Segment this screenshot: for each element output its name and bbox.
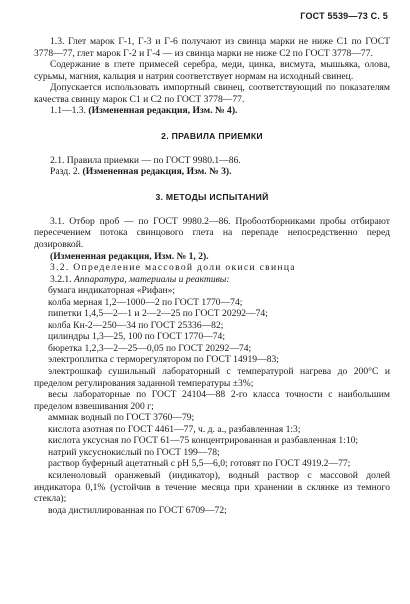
list-item: вода дистиллированная по ГОСТ 6709—72; — [48, 504, 227, 516]
list-item: аммиак водный по ГОСТ 3760—79; — [48, 412, 195, 424]
list-item: электрошкаф сушильный лабораторный с температурой нагрева до 200°С и пределом регулирования заданной температуры ±3%; — [34, 366, 390, 389]
clause-3-2-1-number: 3.2.1. — [50, 273, 72, 285]
list-item: кислота азотная по ГОСТ 4461—77, ч. д. а., разбавленная 1:3; — [48, 423, 301, 435]
section-2-title: 2. ПРАВИЛА ПРИЕМКИ — [161, 130, 263, 141]
revision-1-prefix: 1.1—1.3. — [50, 105, 86, 117]
page-header: ГОСТ 5539—73 С. 5 — [300, 11, 388, 21]
list-item: бумага индикаторная «Рифан»; — [48, 285, 176, 297]
list-item: кислота уксусная по ГОСТ 61—75 концентрированная и разбавленная 1:10; — [48, 435, 359, 447]
paragraph-razd-2 — [34, 166, 390, 178]
paragraph-3-2-1 — [34, 274, 390, 286]
paragraph-revision-1 — [34, 105, 390, 117]
paragraph-2-1: 2.1. Правила приемки — по ГОСТ 9980.1—86. — [50, 154, 241, 166]
list-item: электроплитка с терморегулятором по ГОСТ 14919—83; — [48, 354, 279, 366]
list-item: натрий уксуснокислый по ГОСТ 199—78; — [48, 446, 220, 458]
list-item: раствор буферный ацетатный с рН 5,5—6,0; готовят по ГОСТ 4919.2—77; — [48, 458, 351, 470]
paragraph-impurities: Содержание в глете примесей серебра, меди, цинка, висмута, мышьяка, олова, сурьмы, магния, кальция и натрия соответствует нормам на исходный свинец. — [34, 59, 390, 82]
paragraph-import: Допускается использовать импортный свинец, соответствующий по показателям качества свинцу марок С1 и С2 по ГОСТ 3778—77. — [34, 82, 390, 105]
list-item: бюретка 1,2,3—2—25—0,05 по ГОСТ 20292—74; — [48, 342, 252, 354]
list-item: цилиндры 1,3—25, 100 по ГОСТ 1770—74; — [48, 331, 225, 343]
revision-1-note: (Измененная редакция, Изм. № 4). — [88, 105, 238, 117]
paragraph-3-1: 3.1. Отбор проб — по ГОСТ 9980.2—86. Пробоотборниками пробы отбирают пересечением потока свинцового глета на перепаде непосредственно перед дозировкой. — [34, 215, 390, 251]
list-item: пипетки 1,4,5—2—1 и 2—2—25 по ГОСТ 20292—74; — [48, 308, 268, 320]
clause-3-2-1-title: Аппаратура, материалы и реактивы: — [74, 273, 230, 285]
razd-2-note: (Измененная редакция, Изм. № 3). — [82, 166, 232, 178]
list-item: ксиленоловый оранжевый (индикатор), водный раствор с массовой долей индикатора 0,1% (устойчив в течение месяца при хранении в склянке из темного стекла); — [34, 469, 390, 505]
paragraph-1-3: 1.3. Глет марок Г-1, Г-3 и Г-6 получают из свинца марки не ниже С1 по ГОСТ 3778—77, глет марок Г-2 и Г-4 — из свинца марки не ниже С2 по ГОСТ 3778—77. — [34, 36, 390, 59]
section-3-title: 3. МЕТОДЫ ИСПЫТАНИЙ — [155, 191, 269, 202]
list-item: колба мерная 1,2—1000—2 по ГОСТ 1770—74; — [48, 296, 243, 308]
list-item: колба Кн-2—250—34 по ГОСТ 25336—82; — [48, 319, 224, 331]
razd-2-prefix: Разд. 2. — [50, 166, 81, 178]
list-item: весы лабораторные по ГОСТ 24104—88 2-го класса точности с наибольшим пределом взвешивания 200 г; — [34, 389, 390, 412]
paragraph-3-2: 3.2. Определение массовой доли окиси свинца — [50, 262, 296, 274]
paragraph-revision-2: (Измененная редакция, Изм. № 1, 2). — [50, 250, 209, 262]
